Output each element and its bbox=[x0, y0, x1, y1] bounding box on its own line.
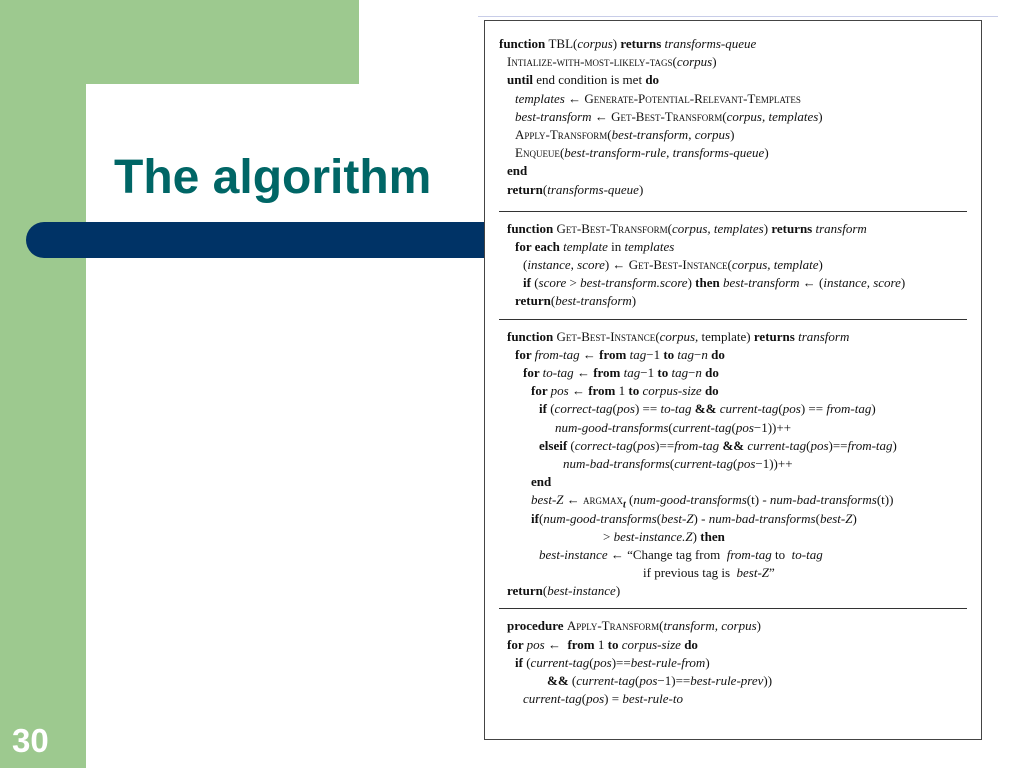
code-token: ) bbox=[892, 437, 897, 453]
code-token: then bbox=[700, 528, 725, 544]
code-token: pos bbox=[550, 383, 569, 399]
code-token: n bbox=[701, 346, 708, 362]
code-token: ( bbox=[559, 145, 565, 161]
code-token: best-rule-from bbox=[630, 654, 706, 670]
code-token: num-bad-transforms bbox=[769, 492, 877, 508]
code-token: −1))++ bbox=[755, 455, 793, 471]
code-token: −1 bbox=[646, 346, 664, 362]
code-token: ( bbox=[659, 618, 664, 634]
code-line bbox=[485, 617, 981, 635]
code-token: pos bbox=[616, 401, 635, 417]
code-token: current-tag bbox=[576, 673, 635, 688]
code-line bbox=[485, 256, 981, 274]
code-token: ) bbox=[763, 220, 772, 236]
code-line bbox=[485, 71, 981, 89]
code-token: best-transform bbox=[722, 275, 800, 291]
block-apply-transform bbox=[485, 609, 981, 714]
code-token: current-tag bbox=[672, 419, 732, 435]
code-token: ← bbox=[568, 383, 589, 399]
code-token: do bbox=[701, 383, 719, 399]
code-token: pos bbox=[737, 455, 756, 471]
code-token: do bbox=[707, 346, 725, 362]
code-token: (t)) bbox=[876, 492, 894, 508]
code-token: template bbox=[563, 238, 608, 254]
code-token: function bbox=[507, 328, 557, 344]
code-token: from bbox=[567, 636, 598, 652]
code-token: best-transform, corpus bbox=[611, 126, 731, 142]
code-line bbox=[485, 491, 981, 509]
code-token: corpus, template bbox=[731, 257, 819, 273]
code-token: − bbox=[688, 365, 696, 380]
code-token: ( bbox=[534, 275, 539, 291]
code-line bbox=[485, 636, 981, 654]
code-token: ( bbox=[815, 510, 820, 526]
code-token: ) ← bbox=[604, 257, 629, 273]
code-token: corpus-size bbox=[642, 383, 702, 399]
code-token: corpus bbox=[676, 54, 713, 70]
code-token: pos bbox=[586, 691, 605, 707]
code-token: elseif bbox=[539, 437, 571, 453]
code-token: ) bbox=[818, 108, 823, 124]
code-token: pos bbox=[593, 654, 612, 670]
code-token: )== bbox=[611, 654, 631, 670]
code-token: ) bbox=[730, 126, 735, 142]
code-token: do bbox=[680, 636, 698, 652]
code-token: pos bbox=[637, 437, 656, 453]
code-line bbox=[485, 144, 981, 162]
code-token: ) bbox=[712, 54, 717, 70]
code-token: Get-Best-Instance bbox=[556, 328, 656, 344]
block-get-best-instance bbox=[485, 320, 981, 609]
code-token: ( bbox=[732, 455, 738, 471]
code-token: best-Z bbox=[531, 492, 564, 508]
code-token: in bbox=[607, 238, 625, 254]
code-token: ( bbox=[722, 108, 727, 124]
code-token: for each bbox=[515, 238, 564, 254]
code-token: ( bbox=[667, 220, 672, 236]
code-token: tag bbox=[623, 365, 641, 380]
code-token: pos bbox=[639, 673, 658, 688]
code-line bbox=[485, 473, 981, 491]
code-token: ) bbox=[764, 145, 769, 161]
code-token: ( bbox=[635, 673, 640, 688]
code-token: corpus, bbox=[659, 328, 702, 344]
code-token: ) bbox=[900, 275, 906, 291]
code-token: tag bbox=[671, 365, 689, 380]
code-line bbox=[485, 35, 981, 53]
code-line bbox=[485, 510, 981, 528]
code-token: templates bbox=[624, 238, 675, 254]
slide-number: 30 bbox=[12, 722, 49, 759]
code-token: t bbox=[623, 499, 626, 511]
code-token: to-tag bbox=[791, 546, 823, 562]
code-token: do bbox=[701, 365, 719, 380]
code-token: pos bbox=[810, 437, 829, 453]
slide-title: The algorithm bbox=[114, 151, 432, 204]
code-token: corpus, templates bbox=[726, 108, 819, 124]
code-token: ← bbox=[591, 108, 612, 124]
code-token: ( bbox=[550, 401, 555, 417]
code-token: ← bbox=[573, 365, 594, 380]
code-token: from-tag bbox=[534, 346, 580, 362]
code-token: from-tag bbox=[726, 546, 772, 562]
code-token: Generate-Potential-Relevant-Templates bbox=[584, 90, 801, 106]
code-token: ( bbox=[778, 401, 783, 417]
code-line bbox=[485, 328, 981, 346]
code-token: templates bbox=[515, 90, 565, 106]
code-line bbox=[485, 382, 981, 400]
code-token: ( bbox=[612, 401, 617, 417]
code-line bbox=[485, 364, 981, 382]
code-token: ( bbox=[581, 691, 587, 707]
code-token: correct-tag bbox=[574, 437, 633, 453]
code-line bbox=[485, 455, 981, 473]
code-token: ) bbox=[852, 510, 857, 526]
code-token: ) bbox=[692, 528, 701, 544]
code-token: current-tag bbox=[530, 654, 590, 670]
code-token: return bbox=[507, 181, 543, 197]
code-token: ( bbox=[523, 257, 528, 273]
code-token: Apply-Transform bbox=[566, 618, 660, 634]
code-token: ← ( bbox=[799, 275, 824, 291]
code-line bbox=[485, 181, 981, 199]
code-token: ( bbox=[589, 654, 594, 670]
code-token: ) bbox=[638, 181, 644, 197]
code-token: pos bbox=[735, 419, 754, 435]
code-token: ) bbox=[705, 654, 710, 670]
code-line bbox=[485, 274, 981, 292]
code-token: ) bbox=[631, 293, 637, 309]
code-token: num-good-transforms bbox=[555, 419, 669, 435]
code-token: argmax bbox=[583, 492, 624, 508]
code-token: n bbox=[695, 365, 702, 380]
code-token: num-bad-transforms bbox=[563, 455, 670, 471]
code-token: && bbox=[547, 673, 572, 688]
code-token: ( bbox=[538, 510, 544, 526]
code-token: for bbox=[531, 383, 551, 399]
code-token: −1)== bbox=[657, 673, 691, 688]
code-line bbox=[485, 690, 981, 708]
code-token: best-Z bbox=[819, 510, 853, 526]
code-token: > bbox=[566, 275, 581, 291]
code-token: ) bbox=[615, 583, 621, 599]
code-line bbox=[485, 220, 981, 238]
block-get-best-transform bbox=[485, 212, 981, 319]
code-token: ( bbox=[727, 257, 732, 273]
code-token: ( bbox=[526, 654, 531, 670]
title-underline-bar bbox=[26, 222, 486, 258]
code-token: best-instance bbox=[547, 583, 616, 599]
code-token: to-tag bbox=[660, 401, 692, 417]
code-token: ) = bbox=[604, 691, 623, 707]
code-token: function bbox=[499, 36, 549, 51]
code-line bbox=[485, 564, 981, 582]
code-token: ( bbox=[806, 437, 811, 453]
code-token: to bbox=[607, 636, 622, 652]
code-token: ) bbox=[687, 275, 696, 291]
code-token: (t) - bbox=[746, 492, 770, 508]
code-token: 1 bbox=[618, 383, 629, 399]
code-token: best-transform bbox=[515, 108, 592, 124]
code-token: to bbox=[663, 346, 678, 362]
code-token: transforms-queue bbox=[664, 36, 757, 51]
code-token: current-tag bbox=[719, 401, 779, 417]
code-token: ← bbox=[563, 492, 583, 508]
code-token: ( bbox=[655, 328, 660, 344]
code-token: && bbox=[691, 401, 720, 417]
code-token: pos bbox=[782, 401, 801, 417]
top-rule bbox=[478, 16, 998, 17]
code-token: tag bbox=[677, 346, 695, 362]
code-token: function bbox=[507, 220, 557, 236]
code-line bbox=[485, 90, 981, 108]
code-line bbox=[485, 419, 981, 437]
top-green-band bbox=[86, 0, 359, 84]
algorithm-pseudocode bbox=[484, 20, 982, 740]
code-token: then bbox=[695, 275, 723, 291]
code-token: ) bbox=[756, 618, 761, 634]
code-token: to bbox=[628, 383, 643, 399]
code-line bbox=[485, 162, 981, 180]
code-token: best-transform.score bbox=[580, 275, 688, 291]
code-line bbox=[485, 126, 981, 144]
code-token: TBL( bbox=[548, 36, 578, 51]
code-token: ) == bbox=[800, 401, 827, 417]
code-token: Get-Best-Transform bbox=[611, 108, 723, 124]
code-token: ) == bbox=[634, 401, 661, 417]
code-token: if bbox=[531, 510, 539, 526]
code-token: for bbox=[523, 365, 543, 380]
code-token: transform, corpus bbox=[663, 618, 757, 634]
code-token: from-tag bbox=[847, 437, 893, 453]
code-token: end bbox=[507, 163, 528, 179]
code-token: if previous tag is bbox=[643, 565, 737, 581]
code-token: transforms-queue bbox=[547, 181, 639, 197]
code-token: instance, score bbox=[527, 257, 605, 273]
code-token: ( bbox=[669, 455, 675, 471]
code-token: score bbox=[538, 275, 567, 291]
code-token: corpus-size bbox=[621, 636, 681, 652]
code-token: Get-Best-Instance bbox=[628, 257, 728, 273]
code-token: instance, score bbox=[823, 275, 901, 291]
code-token: end bbox=[531, 474, 552, 490]
code-token: ( bbox=[656, 510, 662, 526]
code-token: ) bbox=[612, 36, 621, 51]
code-line bbox=[485, 437, 981, 455]
code-token: Apply-Transform bbox=[515, 126, 608, 142]
code-token: ← “Change tag from bbox=[607, 546, 727, 562]
code-token: best-transform bbox=[555, 293, 632, 309]
code-token: current-tag bbox=[674, 455, 733, 471]
code-token: returns bbox=[753, 328, 799, 344]
code-line bbox=[485, 546, 981, 564]
code-token: current-tag bbox=[747, 437, 807, 453]
code-token: from-tag bbox=[674, 437, 720, 453]
code-line bbox=[485, 292, 981, 310]
code-token: ( bbox=[668, 419, 673, 435]
code-line bbox=[485, 346, 981, 364]
code-token: best-instance bbox=[539, 546, 608, 562]
code-token: ( bbox=[625, 492, 634, 508]
code-token: corpus bbox=[577, 36, 613, 51]
code-token: return bbox=[507, 583, 543, 599]
code-token: Get-Best-Transform bbox=[556, 220, 668, 236]
code-token: −1))++ bbox=[753, 419, 792, 435]
code-token: from bbox=[599, 346, 630, 362]
code-token: )) bbox=[763, 673, 773, 688]
block-tbl bbox=[485, 21, 981, 211]
code-token: best-instance.Z bbox=[613, 528, 693, 544]
code-token: until bbox=[507, 72, 537, 88]
code-token: template) bbox=[701, 328, 754, 344]
code-token: num-good-transforms bbox=[633, 492, 747, 508]
code-token: pos bbox=[526, 636, 545, 652]
code-token: > bbox=[603, 528, 614, 544]
code-token: 1 bbox=[597, 636, 608, 652]
code-token: return bbox=[515, 293, 551, 309]
code-token: )== bbox=[828, 437, 848, 453]
code-token: procedure bbox=[507, 618, 567, 634]
code-token: ( bbox=[570, 437, 575, 453]
code-token: for bbox=[507, 636, 527, 652]
code-line bbox=[485, 654, 981, 672]
code-token: transform bbox=[815, 220, 867, 236]
code-token: ← bbox=[564, 90, 585, 106]
code-token: ( bbox=[542, 181, 548, 197]
code-token: transform bbox=[798, 328, 850, 344]
code-token: from bbox=[593, 365, 624, 380]
code-token: ( bbox=[731, 419, 736, 435]
code-token: if bbox=[515, 654, 527, 670]
code-token: −1 bbox=[640, 365, 658, 380]
code-token: current-tag bbox=[523, 691, 582, 707]
code-line bbox=[485, 108, 981, 126]
code-token: correct-tag bbox=[554, 401, 613, 417]
code-token: best-rule-prev bbox=[690, 673, 764, 688]
code-token: ( bbox=[550, 293, 556, 309]
code-token: ) bbox=[871, 401, 876, 417]
code-line bbox=[485, 582, 981, 600]
code-token: ( bbox=[542, 583, 548, 599]
code-token: for bbox=[515, 346, 535, 362]
code-token: from-tag bbox=[826, 401, 872, 417]
code-token: best-Z bbox=[736, 565, 770, 581]
code-token: end condition is met bbox=[536, 72, 646, 88]
code-token: tag bbox=[629, 346, 647, 362]
code-line bbox=[485, 53, 981, 71]
code-token: if bbox=[539, 401, 551, 417]
code-token: − bbox=[694, 346, 702, 362]
code-token: best-rule-to bbox=[622, 691, 683, 707]
code-token: Intialize-with-most-likely-tags bbox=[507, 54, 673, 70]
code-token: if bbox=[523, 275, 535, 291]
code-token: to bbox=[657, 365, 672, 380]
code-line bbox=[485, 400, 981, 418]
code-token: Enqueue bbox=[515, 145, 560, 161]
code-token: do bbox=[645, 72, 660, 88]
code-token: to bbox=[771, 546, 792, 562]
code-token: ) - bbox=[693, 510, 709, 526]
code-token: returns bbox=[771, 220, 816, 236]
code-token: && bbox=[719, 437, 748, 453]
code-token: ← bbox=[579, 346, 600, 362]
code-token: to-tag bbox=[542, 365, 574, 380]
code-token: corpus, templates bbox=[672, 220, 764, 236]
code-token: ” bbox=[769, 565, 775, 581]
code-token: best-transform-rule, transforms-queue bbox=[564, 145, 765, 161]
code-token: ( bbox=[571, 673, 577, 688]
code-token: from bbox=[588, 383, 619, 399]
code-token: best-Z bbox=[661, 510, 694, 526]
code-token: ( bbox=[672, 54, 677, 70]
code-token: ← bbox=[544, 636, 568, 652]
code-token: num-good-transforms bbox=[543, 510, 657, 526]
code-token: ( bbox=[632, 437, 638, 453]
left-green-band bbox=[0, 0, 86, 768]
code-line bbox=[485, 672, 981, 690]
code-token: ( bbox=[607, 126, 612, 142]
code-token: num-bad-transforms bbox=[708, 510, 816, 526]
code-line bbox=[485, 238, 981, 256]
code-token: ) bbox=[818, 257, 823, 273]
code-line bbox=[485, 528, 981, 546]
code-token: returns bbox=[620, 36, 665, 51]
code-token: )== bbox=[655, 437, 675, 453]
